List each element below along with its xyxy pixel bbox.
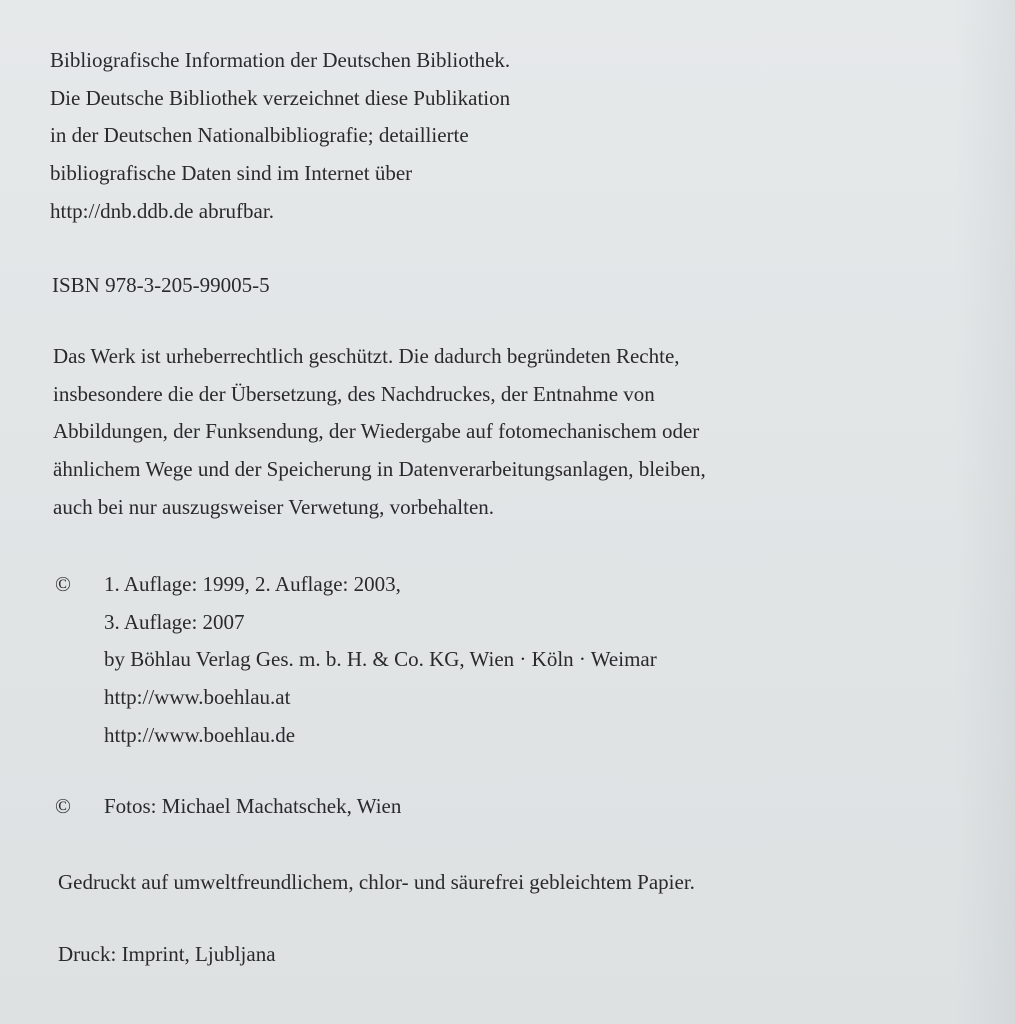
edition-line: 1. Auflage: 1999, 2. Auflage: 2003, bbox=[104, 572, 401, 596]
copyright-line: insbesondere die der Übersetzung, des Nachdruckes, der Entnahme von bbox=[53, 381, 655, 406]
isbn-line bbox=[52, 267, 270, 305]
copyright-line: Abbildungen, der Funksendung, der Wiedergabe auf fotomechanischem oder bbox=[53, 419, 700, 444]
edition-line: 3. Auflage: 2007 bbox=[104, 609, 245, 634]
printer-text: Druck: Imprint, Ljubljana bbox=[58, 942, 276, 966]
bibliographic-line: Bibliografische Information der Deutschen Bibliothek. bbox=[50, 48, 511, 72]
copyright-line: auch bei nur auszugsweiser Verwetung, vorbehalten. bbox=[53, 494, 495, 519]
publisher-copyright-lines bbox=[104, 566, 657, 755]
printer bbox=[58, 936, 276, 974]
copyright-line: ähnlichem Wege und der Speicherung in Datenverarbeitungsanlagen, bleiben, bbox=[53, 457, 706, 482]
paper-note-text: Gedruckt auf umweltfreundlichem, chlor- und säurefrei gebleichtem Papier. bbox=[58, 870, 695, 894]
publisher-url: http://www.boehlau.de bbox=[104, 722, 296, 747]
copyright-line: Das Werk ist urheberrechtlich geschützt. Die dadurch begründeten Rechte, bbox=[53, 344, 680, 368]
photo-credit-text: Fotos: Michael Machatschek, Wien bbox=[104, 794, 402, 818]
bibliographic-line: http://dnb.ddb.de abrufbar. bbox=[50, 198, 274, 223]
isbn: ISBN 978-3-205-99005-5 bbox=[52, 273, 270, 297]
bibliographic-line: Die Deutsche Bibliothek verzeichnet diese Publikation bbox=[50, 85, 511, 110]
bibliographic-line: bibliografische Daten sind im Internet über bbox=[50, 161, 413, 186]
photo-credit-lines bbox=[104, 788, 401, 826]
paper-note bbox=[58, 864, 695, 902]
copyright-symbol: © bbox=[55, 572, 71, 596]
publisher-url: http://www.boehlau.at bbox=[104, 685, 291, 710]
publisher-line: by Böhlau Verlag Ges. m. b. H. & Co. KG, Wien · Köln · Weimar bbox=[104, 647, 657, 672]
copyright-symbol: © bbox=[55, 794, 71, 818]
copyright-notice bbox=[53, 338, 706, 527]
bibliographic-line: in der Deutschen Nationalbibliografie; detaillierte bbox=[50, 123, 469, 148]
bibliographic-info bbox=[50, 42, 510, 231]
